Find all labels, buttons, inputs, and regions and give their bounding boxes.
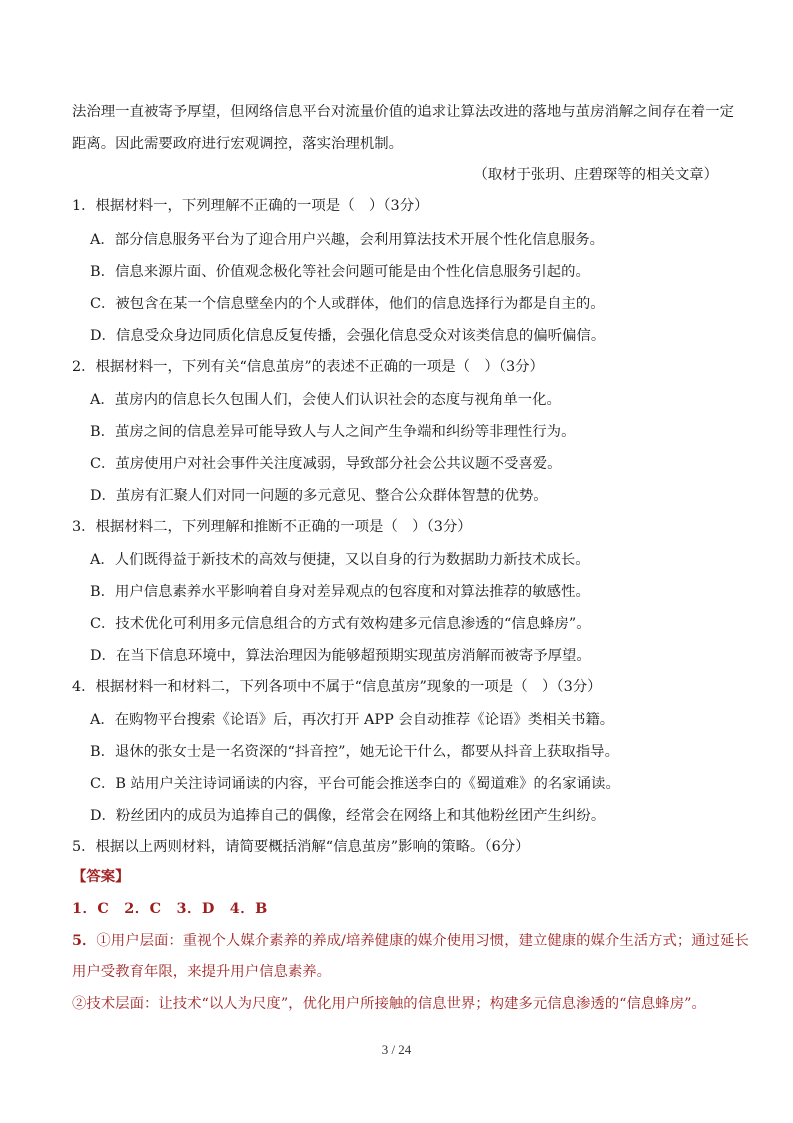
question-3-option-a: A．人们既得益于新技术的高效与便捷，又以自身的行为数据助力新技术成长。	[90, 552, 590, 568]
question-3-option-b: B．用户信息素养水平影响着自身对差异观点的包容度和对算法推荐的敏感性。	[90, 584, 590, 600]
question-2-option-d: D．茧房有汇聚人们对同一问题的多元意见、整合公众群体智慧的优势。	[90, 488, 548, 504]
answer-5-line-1	[72, 931, 749, 951]
question-5-stem: 5．根据以上两则材料，请简要概括消解“信息茧房”影响的策略。（6分）	[72, 839, 530, 855]
answer-choices: 1．C 2．C 3．D 4．B	[72, 900, 268, 917]
question-2-option-b: B．茧房之间的信息差异可能导致人与人之间产生争端和纠纷等非理性行为。	[90, 424, 576, 440]
answer-5-text-1: ①用户层面：重视个人媒介素养的养成/培养健康的媒介使用习惯，建立健康的媒介生活方式；通过延长	[96, 933, 749, 949]
question-2-option-a: A．茧房内的信息长久包围人们，会使人们认识社会的态度与视角单一化。	[90, 392, 561, 408]
question-1-option-b: B．信息来源片面、价值观念极化等社会问题可能是由个性化信息服务引起的。	[90, 264, 590, 280]
question-4-option-c: C．B 站用户关注诗词诵读的内容，平台可能会推送李白的《蜀道难》的名家诵读。	[90, 776, 620, 792]
intro-line-1: 法治理一直被寄予厚望，但网络信息平台对流量价值的追求让算法改进的落地与茧房消解之间存在着一定	[72, 104, 734, 120]
page-number: 3 / 24	[381, 1042, 412, 1057]
question-1-stem: 1．根据材料一，下列理解不正确的一项是（ ）（3分）	[72, 198, 429, 214]
answer-5-line-3: ②技术层面：让技术“以人为尺度”，优化用户所接触的信息世界；构建多元信息渗透的“信息蜂房”。	[72, 996, 706, 1012]
question-4-option-d: D．粉丝团内的成员为追捧自己的偶像，经常会在网络上和其他粉丝团产生纠纷。	[90, 808, 606, 824]
question-1-option-a: A．部分信息服务平台为了迎合用户兴趣，会利用算法技术开展个性化信息服务。	[90, 232, 605, 248]
answer-5-line-2: 用户受教育年限，来提升用户信息素养。	[72, 964, 332, 980]
question-3-option-c: C．技术优化可利用多元信息组合的方式有效构建多元信息渗透的“信息蜂房”。	[90, 616, 591, 632]
question-3-option-d: D．在当下信息环境中，算法治理因为能够超预期实现茧房消解而被寄予厚望。	[90, 648, 591, 664]
source-citation: （取材于张玥、庄碧琛等的相关文章）	[473, 167, 718, 183]
intro-line-2: 距离。因此需要政府进行宏观调控，落实治理机制。	[72, 136, 403, 152]
question-2-stem: 2．根据材料一，下列有关“信息茧房”的表述不正确的一项是（ ）（3分）	[72, 359, 544, 375]
question-2-option-c: C．茧房使用户对社会事件关注度减弱，导致部分社会公共议题不受喜爱。	[90, 456, 562, 472]
question-4-stem: 4．根据材料一和材料二，下列各项中不属于“信息茧房”现象的一项是（ ）（3分）	[72, 679, 602, 695]
answer-5-number: 5．	[72, 932, 97, 949]
question-1-option-d: D．信息受众身边同质化信息反复传播，会强化信息受众对该类信息的偏听偏信。	[90, 328, 606, 344]
question-4-option-a: A．在购物平台搜索《论语》后，再次打开 APP 会自动推荐《论语》类相关书籍。	[90, 712, 615, 728]
question-3-stem: 3．根据材料二，下列理解和推断不正确的一项是（ ）（3分）	[72, 519, 472, 535]
question-1-option-c: C．被包含在某一个信息壁垒内的个人或群体，他们的信息选择行为都是自主的。	[90, 296, 605, 312]
answer-label: 【答案】	[72, 868, 130, 885]
question-4-option-b: B．退休的张女士是一名资深的“抖音控”，她无论干什么，都要从抖音上获取指导。	[90, 744, 619, 760]
